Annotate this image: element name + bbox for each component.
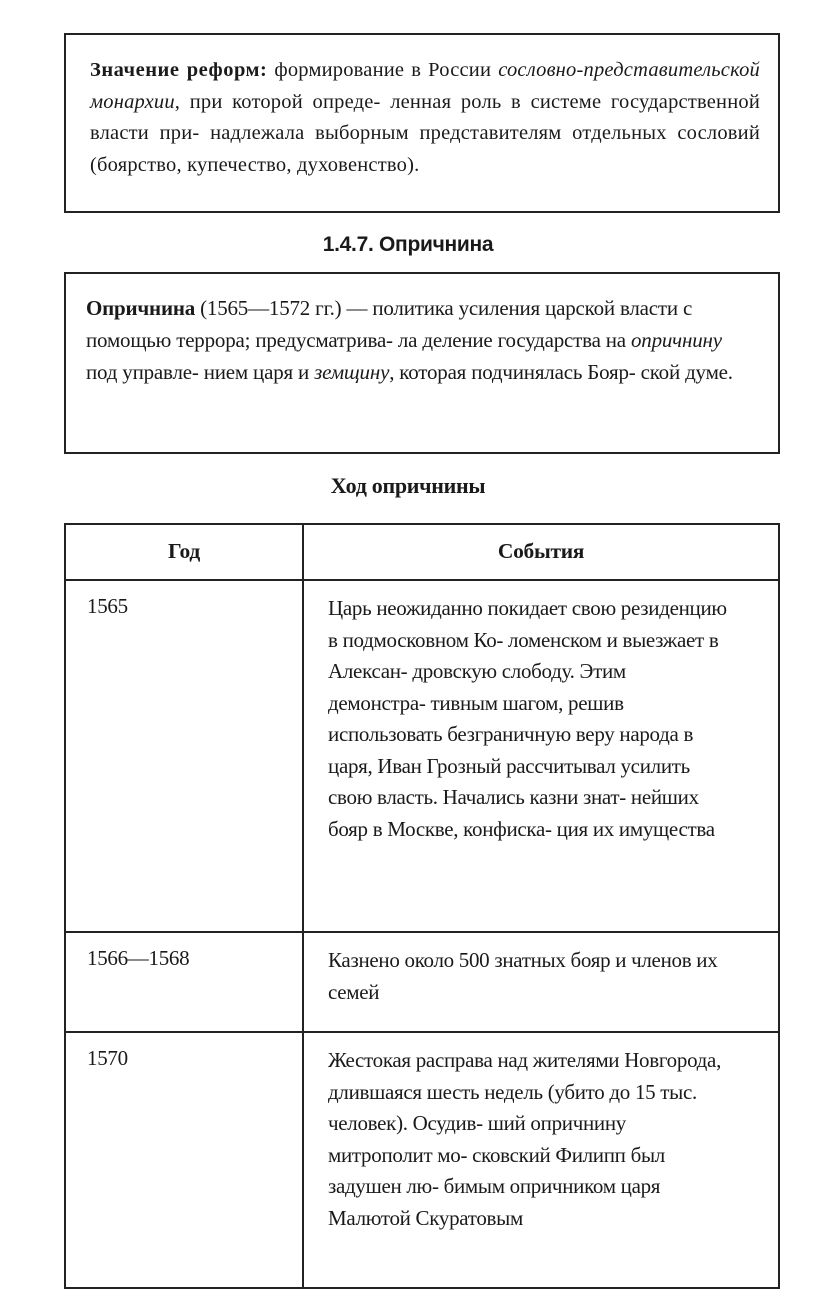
- row-event: [303, 932, 779, 1032]
- row-year: 1570: [65, 1032, 303, 1288]
- header-year: Год: [65, 524, 303, 580]
- row-year: 1565: [65, 580, 303, 932]
- zemshchina-italic: земщину: [314, 360, 390, 384]
- reform-significance-box: [64, 33, 780, 213]
- events-table: [64, 523, 780, 1289]
- oprichnina-term: Опричнина: [86, 296, 196, 320]
- reform-italic-term: сословно-представительской монархии: [90, 59, 760, 113]
- oprichnina-definition-text: [86, 292, 758, 388]
- reform-significance-text: [90, 55, 760, 181]
- reform-text-part-1: формирование в России: [267, 59, 499, 81]
- oprichnina-text-part-2: под управле- нием царя и: [86, 360, 315, 384]
- oprichnina-definition-box: [64, 272, 780, 454]
- oprichnina-text-part-1: (1565—1572 гг.) — политика усиления царской власти с помощью террора; предусматрива- ла деление государства на: [86, 296, 693, 352]
- row-event: [303, 1032, 779, 1288]
- table-header-row: [65, 524, 779, 580]
- header-events: События: [303, 524, 779, 580]
- table-row: [65, 1032, 779, 1288]
- oprichnina-italic-1: опричнину: [630, 328, 722, 352]
- reform-term: Значение реформ:: [90, 59, 268, 81]
- row-year: 1566—1568: [65, 932, 303, 1032]
- row-event-text: Казнено около 500 знатных бояр и членов их семей: [328, 948, 718, 1004]
- oprichnina-text-part-3: , которая подчинялась Бояр- ской думе.: [389, 360, 733, 384]
- row-event: [303, 580, 779, 932]
- reform-text-part-2: , при которой опреде- ленная роль в системе государственной власти при- надлежала выборным представителям отдельных сословий (боярство, купечество, духовенство).: [90, 90, 760, 176]
- table-title: Ход опричнины: [330, 473, 486, 498]
- row-event-text: Царь неожиданно покидает свою резиденцию в подмосковном Ко- ломенском и выезжает в Алексан- дровскую слободу. Этим демонстра- тивным шагом, решив использовать безграничную веру народа в царя, Иван Грозный рассчитывал усилить свою власть. Начались казни знат- нейших бояр в Москве, конфиска- ция их имущества: [328, 596, 727, 841]
- table-row: [65, 580, 779, 932]
- section-heading: 1.4.7. Опричнина: [322, 233, 494, 256]
- table-row: [65, 932, 779, 1032]
- row-event-text: Жестокая расправа над жителями Новгорода, длившаяся шесть недель (убито до 15 тыс. человек). Осудив- ший опричнину митрополит мо- сковский Филипп был задушен лю- бимым опричником царя Малютой Скуратовым: [328, 1048, 722, 1230]
